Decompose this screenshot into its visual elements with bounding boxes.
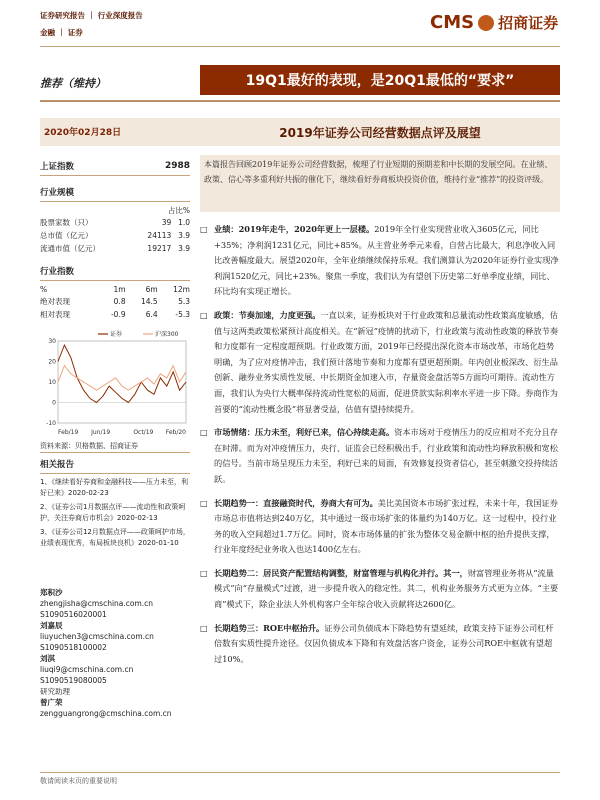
bullet-body: 2019年全行业实现营业收入3605亿元，同比+35%；净利润1231亿元，同比+85%。从主营业务季元来看，自营占比最大，利息净收入同比改善幅度最大。展望2020年，全年业绩继续保持乐观。我们测算认为2020年证券行业实现净利润1520亿元，同比+23%。聚焦一季度，我们认为有望创下历史第二好单季度业绩，同比、环比均有实现正增长。 xyxy=(214,224,559,297)
analyst-email[interactable]: liuqi9@cmschina.com.cn xyxy=(40,665,134,674)
related-item[interactable]: 1、《继续看好券商和金融科技——压力未至，利好已来》2020-02-23 xyxy=(40,478,188,497)
header-line1: 证券研究报告 ｜ 行业深度报告 xyxy=(40,11,143,20)
checkbox-bullet-icon: □ xyxy=(200,225,208,234)
row-value: 39 xyxy=(161,218,172,227)
logo-mark-icon xyxy=(478,15,494,31)
divider xyxy=(40,175,190,176)
cell: 14.5 xyxy=(140,297,158,306)
bullet-list xyxy=(200,222,560,675)
plot-frame xyxy=(58,341,186,423)
assistant-email[interactable]: zengguangrong@cmschina.com.cn xyxy=(40,709,172,718)
footer-rule xyxy=(40,772,560,773)
cell: -0.9 xyxy=(110,310,126,319)
industry-index-title: 行业指数 xyxy=(40,267,75,277)
related-title: 相关报告 xyxy=(40,460,75,470)
related-item[interactable]: 3、《证券公司12月数据点评——政策呵护市场，业绩表现优秀，布局板块良机》2020-01-10 xyxy=(40,528,190,547)
logo xyxy=(430,12,558,33)
assistant-role: 研究助理 xyxy=(40,687,70,696)
header-cell: % xyxy=(40,285,48,294)
row-label: 股票家数（只） xyxy=(40,218,93,227)
header-line2: 金融 ｜ 证券 xyxy=(40,28,83,37)
index-value: 2988 xyxy=(164,161,190,171)
cell: 6.4 xyxy=(145,310,158,319)
divider xyxy=(40,452,190,453)
row-pct: 1.0 xyxy=(178,218,190,227)
bullet-body: 一直以来，证券板块对于行业政策和总量流动性政策高度敏感，估值与这两类政策松紧预计高度相关。在“新冠”疫情的扰动下，行业政策与流动性政策的释放节奏和力度都有一定程度超预期。行业政策方面，2019年已经提出深化资本市场改革，市场化趋势明确，为了应对疫情冲击，我们预计落地节奏和力度都有望更超预期。年内创业板深改、衍生品创新、融券业务实质性发展、中长期资金加速入市，存量资金盘活等5方面均可期待。流动性方面，我们认为央行大概率保持流动性宽松的局面，促进贷款实际利率水平进一步下降。券商作为首要的“流动性概念股”将显著受益，估值有望持续提升。 xyxy=(214,309,559,414)
bullet-head: 政策：节奏加速，力度更强。 xyxy=(214,309,321,320)
checkbox-bullet-icon: □ xyxy=(200,310,208,320)
bullet-head: 市场情绪：压力未至，利好已来，信心持续走高。 xyxy=(214,427,395,438)
title-rule xyxy=(40,100,560,102)
checkbox-bullet-icon: □ xyxy=(200,428,208,438)
legend-label: 沪深300 xyxy=(155,331,179,338)
bullet-body: 美比美国资本市场扩张过程，未来十年，我国证券市场总市值将达到240万亿，其中通过一级市场扩张的体量约为140万亿。这一过程中，投行业务的收入空间超过1.7万亿。同时，资本市场体量的扩张为整体交易金额中枢的抬升提供支撑，行业年度经纪业务收入也达1400亿左右。 xyxy=(214,497,558,555)
analyst-contacts xyxy=(40,587,190,719)
summary-box: 本篇报告回顾2019年证券公司经营数据，梳理了行业短期的预期差和中长期的发展空间。在业绩、政策、信心等多重利好共振的催化下，继续看好券商板块投资价值，维持行业“推荐”的投资评级。 xyxy=(200,155,560,212)
y-tick-label: 30 xyxy=(48,338,56,345)
divider xyxy=(40,473,190,474)
checkbox-bullet-icon: □ xyxy=(200,623,208,633)
x-tick-label: Oct/19 xyxy=(133,429,154,436)
bullet-body: 财富管理业务将从“流量模式”向“存量模式”过渡，进一步提升收入的稳定性。其二，机构业务服务方式更为立体。“主要商”模式下，除企业法人外机构客户全年综合收入贡献将达2600亿。 xyxy=(214,567,559,610)
bullet-head: 长期趋势一：直接融资时代，券商大有可为。 xyxy=(214,497,378,508)
y-tick-label: 0 xyxy=(52,399,56,407)
divider xyxy=(40,201,190,202)
row-pct: 3.9 xyxy=(178,244,190,253)
table-row xyxy=(40,308,190,321)
analyst-cert: S1090519080005 xyxy=(40,676,107,685)
footer-note: 敬请阅读末页的重要说明 xyxy=(40,777,117,785)
y-tick-label: 10 xyxy=(48,379,56,386)
y-tick-label: -10 xyxy=(46,420,56,427)
left-column xyxy=(40,150,190,719)
table-row xyxy=(40,216,190,229)
rating: 推荐（维持） xyxy=(40,77,106,90)
assistant-name: 曾广荣 xyxy=(40,698,63,707)
row-pct: 3.9 xyxy=(178,231,190,240)
cell: 0.8 xyxy=(113,297,126,306)
cell: -5.3 xyxy=(175,310,190,319)
analyst-name: 刘淇 xyxy=(40,654,55,663)
analyst-cert: S1090516020001 xyxy=(40,610,107,619)
source-note: 资料来源：贝格数据、招商证券 xyxy=(40,442,138,450)
related-item[interactable]: 2、《证券公司1月数据点评——流动性和政策呵护，关注券商后市机会》2020-02-13 xyxy=(40,503,186,522)
bullet-body: 证券公司负债成本下降趋势有望延续，政策支持下证券公司杠杆倍数有实质性提升途径。仅因负债成本下降和有效盘活客户资金，证券公司ROE中枢就有望超过10%。 xyxy=(214,622,554,664)
analyst-name: 郑积沙 xyxy=(40,588,63,597)
table-row xyxy=(40,295,190,308)
pct-header: 占比% xyxy=(167,206,190,215)
industry-size-table xyxy=(40,216,190,255)
report-date: 2020年02月28日 xyxy=(44,128,122,138)
header-cell: 1m xyxy=(113,285,126,294)
cell: 5.3 xyxy=(178,297,190,306)
header-rule xyxy=(40,46,560,47)
table-row xyxy=(40,229,190,242)
y-tick-label: 20 xyxy=(48,358,56,366)
header-cell: 12m xyxy=(173,285,190,294)
list-item xyxy=(200,566,560,613)
industry-size-title: 行业规模 xyxy=(40,188,75,198)
header-cell: 6m xyxy=(145,285,158,294)
list-item xyxy=(200,496,560,558)
logo-cn: 招商证券 xyxy=(498,14,559,32)
analyst-email[interactable]: zhengjisha@cmschina.com.cn xyxy=(40,599,154,608)
x-tick-label: Jun/19 xyxy=(91,429,111,436)
divider xyxy=(40,280,190,281)
checkbox-bullet-icon: □ xyxy=(200,568,208,578)
line-chart xyxy=(40,327,190,437)
analyst-cert: S1090518100002 xyxy=(40,643,107,652)
index-label: 上证指数 xyxy=(40,162,75,172)
row-value: 24113 xyxy=(147,231,172,240)
report-subtitle: 2019年证券公司经营数据点评及展望 xyxy=(279,125,481,140)
row-label: 相对表现 xyxy=(40,310,70,319)
list-item xyxy=(200,222,560,300)
row-label: 流通市值（亿元） xyxy=(40,244,100,253)
table-header-row xyxy=(40,284,190,295)
table-row xyxy=(40,242,190,255)
analyst-email[interactable]: liuyuchen3@cmschina.com.cn xyxy=(40,632,154,641)
series-line-0 xyxy=(58,345,186,402)
checkbox-bullet-icon: □ xyxy=(200,498,208,508)
bullet-body: 资本市场对于疫情压力的反应相对不充分且存在时滞。而为对冲疫情压力，央行、证监会已经积极出手，行业政策和流动性均释放积极和宽松的信号。当前市场呈现压力未至，利好已来的局面，有效修复投资者信心，甚至刺激交投持续活跃。 xyxy=(214,427,558,484)
x-tick-label: Feb/20 xyxy=(165,429,186,436)
list-item xyxy=(200,621,560,668)
legend-label: 证券 xyxy=(110,331,123,338)
bullet-head: 长期趋势三：ROE中枢抬升。 xyxy=(214,622,325,633)
bullet-head: 长期趋势二：居民资产配置结构调整，财富管理与机构化并行。其一， xyxy=(214,567,468,578)
bullet-head: 业绩：2019年走牛，2020年更上一层楼。 xyxy=(214,224,375,234)
row-value: 19217 xyxy=(147,244,172,253)
row-label: 总市值（亿元） xyxy=(40,231,93,240)
industry-index-table xyxy=(40,284,190,321)
list-item xyxy=(200,425,560,487)
row-label: 绝对表现 xyxy=(40,297,70,306)
x-tick-label: Feb/19 xyxy=(58,429,79,436)
analyst-name: 刘嘉辰 xyxy=(40,621,63,630)
report-title: 19Q1最好的表现，是20Q1最低的“要求” xyxy=(200,65,560,95)
logo-cms: CMS xyxy=(430,12,475,33)
list-item xyxy=(200,308,560,417)
